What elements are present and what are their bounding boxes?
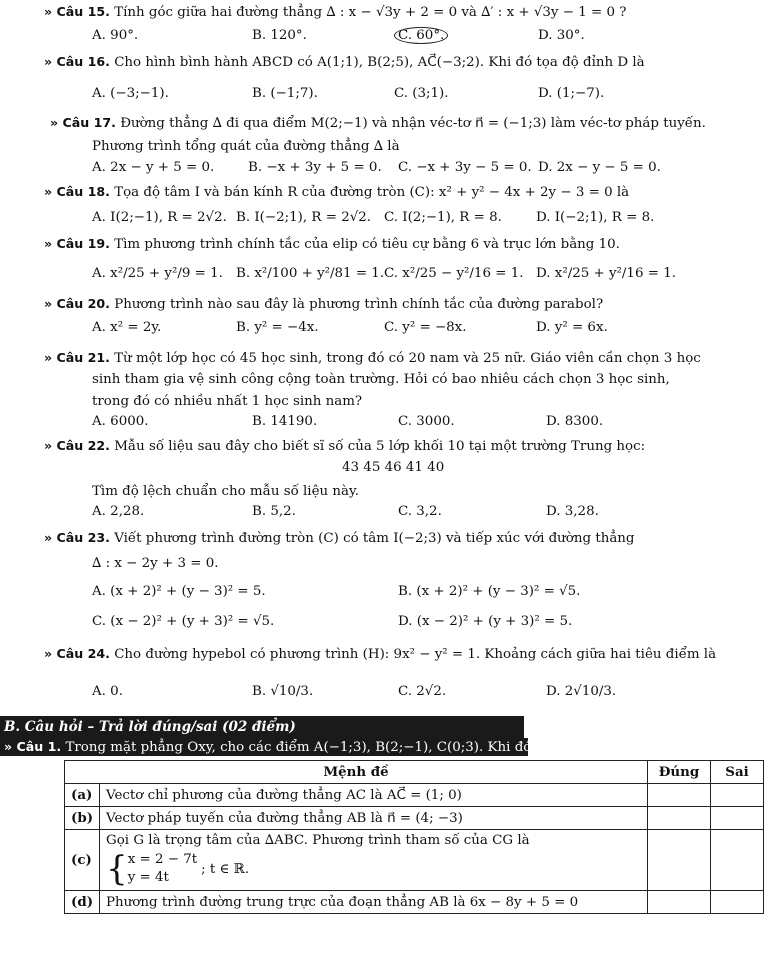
true-cell[interactable]	[648, 807, 711, 830]
q24-option-a: A. 0.	[92, 684, 123, 699]
q23-option-a: A. (x + 2)² + (y − 3)² = 5.	[92, 584, 266, 599]
table-row	[65, 830, 764, 891]
section-b-title: B. Câu hỏi – Trả lời đúng/sai (02 điểm)	[0, 716, 524, 738]
row-text	[100, 830, 648, 891]
system-y: y = 4t	[127, 870, 169, 885]
q15-option-d: D. 30°.	[538, 28, 585, 43]
q17-option-b: B. −x + 3y + 5 = 0.	[248, 160, 382, 175]
q19-option-d: D. x²/25 + y²/16 = 1.	[536, 266, 676, 281]
q23-stem-2: ∆ : x − 2y + 3 = 0.	[92, 556, 219, 571]
table-row	[65, 784, 764, 807]
table-row	[65, 891, 764, 914]
tf1-stem: » Câu 1. Trong mặt phẳng Oxy, cho các điểm A(−1;3), B(2;−1), C(0;3). Khi đó:	[4, 739, 536, 755]
q19-stem: » Câu 19. Tìm phương trình chính tắc của elip có tiêu cự bằng 6 và trục lớn bằng 10.	[44, 236, 620, 252]
q18-option-d: D. I(−2;1), R = 8.	[536, 210, 655, 225]
q17-option-a: A. 2x − y + 5 = 0.	[92, 160, 215, 175]
row-text: Vectơ pháp tuyến của đường thẳng AB là n⃗ = (4; −3)	[100, 807, 648, 830]
false-cell[interactable]	[711, 830, 764, 891]
header-false: Sai	[711, 761, 764, 784]
q24-option-b: B. √10/3.	[252, 684, 314, 699]
q19-option-b: B. x²/100 + y²/81 = 1.	[236, 266, 385, 281]
q21-option-d: D. 8300.	[546, 414, 604, 429]
q21-stem-2: sinh tham gia vệ sinh công cộng toàn trường. Hỏi có bao nhiêu cách chọn 3 học sinh,	[92, 372, 670, 387]
q23-stem: » Câu 23. Viết phương trình đường tròn (C) có tâm I(−2;3) và tiếp xúc với đường thẳng	[44, 530, 635, 546]
q20-option-b: B. y² = −4x.	[236, 320, 319, 335]
q24-option-c: C. 2√2.	[398, 684, 447, 699]
q16-stem: » Câu 16. Cho hình bình hành ABCD có A(1;1), B(2;5), AC⃗(−3;2). Khi đó tọa độ đỉnh D là	[44, 54, 645, 70]
q21-stem-3: trong đó có nhiều nhất 1 học sinh nam?	[92, 394, 363, 409]
q20-option-a: A. x² = 2y.	[92, 320, 162, 335]
q22-option-d: D. 3,28.	[546, 504, 599, 519]
q15-option-c: C. 60°.	[394, 28, 448, 43]
q22-option-a: A. 2,28.	[92, 504, 145, 519]
q17-option-c: C. −x + 3y − 5 = 0.	[398, 160, 532, 175]
q23-option-c: C. (x − 2)² + (y + 3)² = √5.	[92, 614, 275, 629]
q24-stem: » Câu 24. Cho đường hypebol có phương trình (H): 9x² − y² = 1. Khoảng cách giữa hai tiêu điểm là	[44, 646, 717, 662]
q15-option-a: A. 90°.	[92, 28, 139, 43]
system-x: x = 2 − 7t	[127, 852, 198, 867]
row-key: (a)	[65, 784, 100, 807]
q20-option-c: C. y² = −8x.	[384, 320, 467, 335]
q16-option-c: C. (3;1).	[394, 86, 449, 101]
row-text: Phương trình đường trung trực của đoạn thẳng AB là 6x − 8y + 5 = 0	[100, 891, 648, 914]
row-c-text: Gọi G là trọng tâm của ∆ABC. Phương trình tham số của CG là	[106, 833, 530, 848]
header-true: Đúng	[648, 761, 711, 784]
q20-option-d: D. y² = 6x.	[536, 320, 608, 335]
param-system	[106, 851, 641, 887]
row-key: (d)	[65, 891, 100, 914]
q16-option-b: B. (−1;7).	[252, 86, 318, 101]
q17-stem-2: Phương trình tổng quát của đường thẳng ∆ là	[92, 139, 400, 154]
system-domain: ; t ∈ ℝ.	[201, 861, 250, 877]
row-key: (c)	[65, 830, 100, 891]
false-cell[interactable]	[711, 784, 764, 807]
q15-stem: » Câu 15. Tính góc giữa hai đường thẳng ∆ : x − √3y + 2 = 0 và ∆′ : x + √3y − 1 = 0 ?	[44, 4, 627, 20]
row-key: (b)	[65, 807, 100, 830]
q24-option-d: D. 2√10/3.	[546, 684, 617, 699]
false-cell[interactable]	[711, 807, 764, 830]
q23-option-b: B. (x + 2)² + (y − 3)² = √5.	[398, 584, 581, 599]
q21-stem: » Câu 21. Từ một lớp học có 45 học sinh, trong đó có 20 nam và 25 nữ. Giáo viên cần chọn 3 học	[44, 350, 701, 366]
q21-option-c: C. 3000.	[398, 414, 455, 429]
q23-option-d: D. (x − 2)² + (y + 3)² = 5.	[398, 614, 573, 629]
false-cell[interactable]	[711, 891, 764, 914]
q17-option-d: D. 2x − y − 5 = 0.	[538, 160, 661, 175]
q18-option-a: A. I(2;−1), R = 2√2.	[92, 210, 227, 225]
true-cell[interactable]	[648, 891, 711, 914]
system-lines	[128, 851, 197, 887]
q18-option-b: B. I(−2;1), R = 2√2.	[236, 210, 372, 225]
q18-option-c: C. I(2;−1), R = 8.	[384, 210, 502, 225]
table-row	[65, 807, 764, 830]
q16-option-d: D. (1;−7).	[538, 86, 605, 101]
q20-stem: » Câu 20. Phương trình nào sau đây là phương trình chính tắc của đường parabol?	[44, 296, 604, 312]
true-cell[interactable]	[648, 784, 711, 807]
q22-option-b: B. 5,2.	[252, 504, 296, 519]
q22-stem-2: Tìm độ lệch chuẩn cho mẫu số liệu này.	[92, 484, 360, 499]
true-cell[interactable]	[648, 830, 711, 891]
q22-option-c: C. 3,2.	[398, 504, 442, 519]
q18-stem: » Câu 18. Tọa độ tâm I và bán kính R của đường tròn (C): x² + y² − 4x + 2y − 3 = 0 là	[44, 184, 630, 200]
q21-option-b: B. 14190.	[252, 414, 318, 429]
q16-option-a: A. (−3;−1).	[92, 86, 169, 101]
q15-option-b: B. 120°.	[252, 28, 307, 43]
q22-stem: » Câu 22. Mẫu số liệu sau đây cho biết sĩ số của 5 lớp khối 10 tại một trường Trung học:	[44, 438, 646, 454]
q22-data: 43 45 46 41 40	[342, 460, 445, 475]
q17-stem: » Câu 17. Đường thẳng ∆ đi qua điểm M(2;−1) và nhận véc-tơ n⃗ = (−1;3) làm véc-tơ pháp tuyến.	[50, 115, 706, 131]
brace: {	[106, 849, 128, 889]
row-text: Vectơ chỉ phương của đường thẳng AC là AC⃗ = (1; 0)	[100, 784, 648, 807]
q19-option-a: A. x²/25 + y²/9 = 1.	[92, 266, 223, 281]
q19-option-c: C. x²/25 − y²/16 = 1.	[384, 266, 524, 281]
header-statement: Mệnh đề	[65, 761, 648, 784]
true-false-table	[64, 760, 764, 914]
q21-option-a: A. 6000.	[92, 414, 149, 429]
